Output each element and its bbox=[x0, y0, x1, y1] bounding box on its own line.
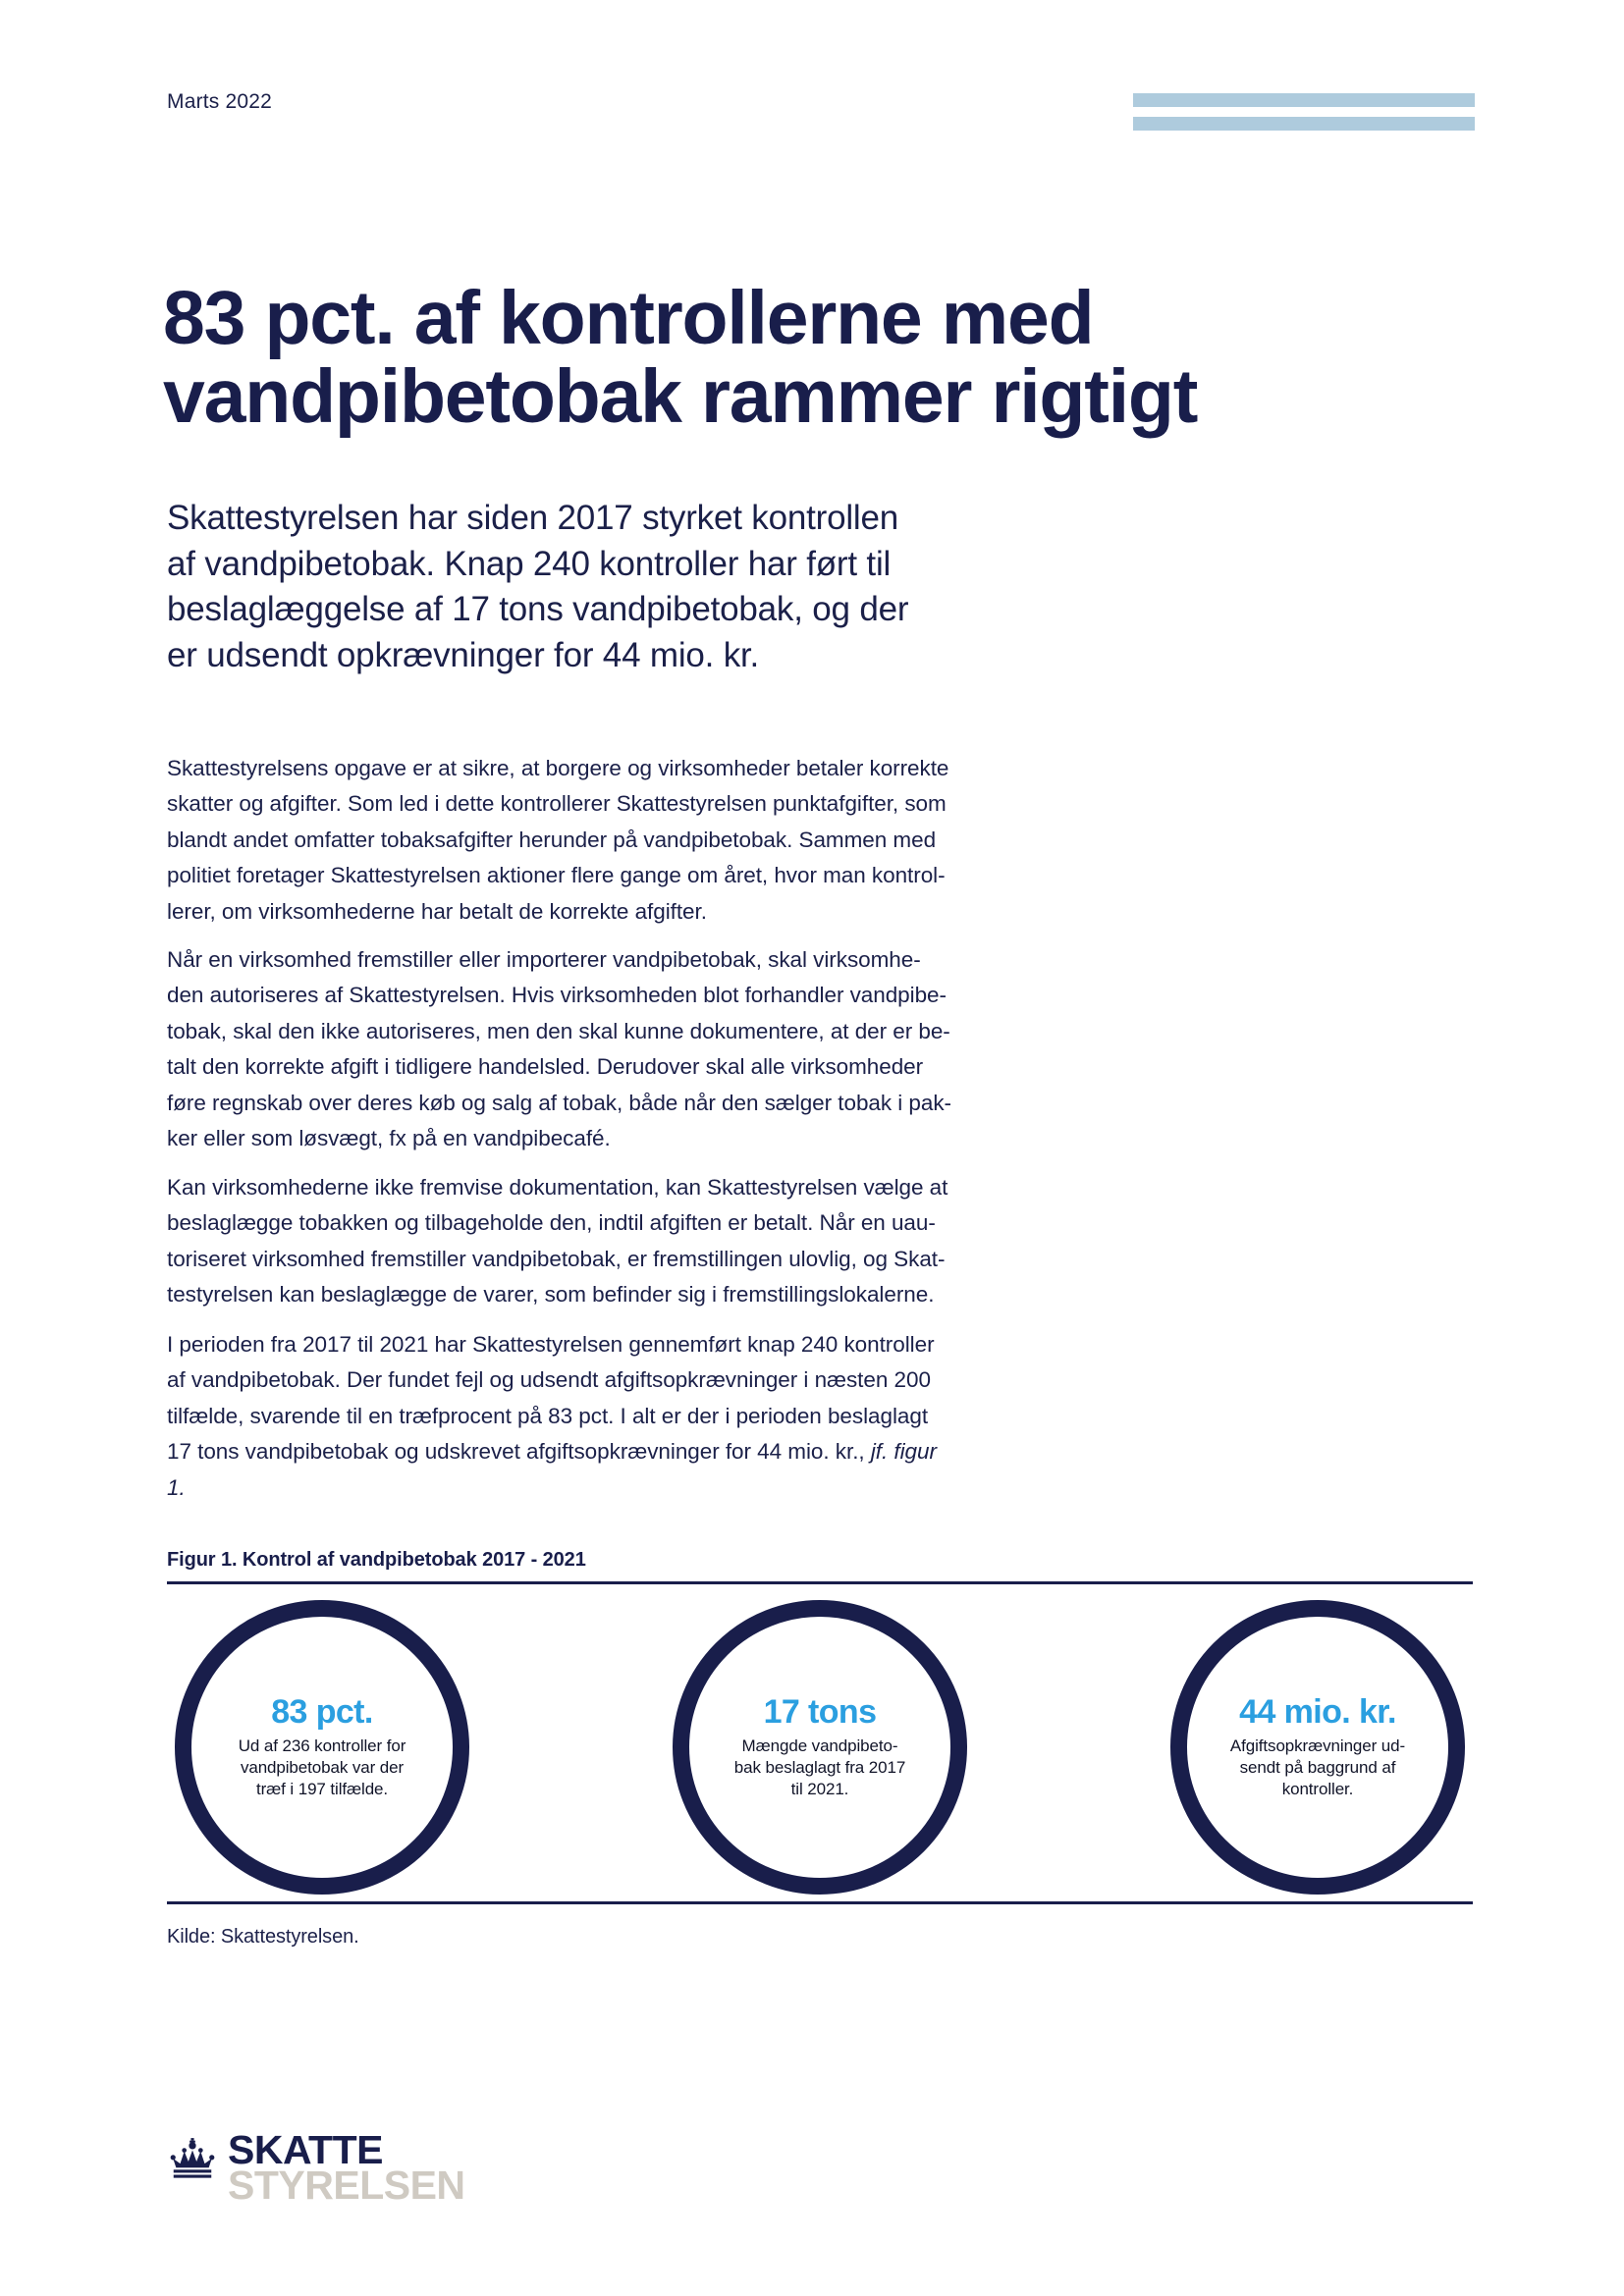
body-line: beslaglægge tobakken og tilbageholde den, indtil afgiften er betalt. Når en uau- bbox=[167, 1210, 936, 1236]
body-line: Når en virksomhed fremstiller eller importerer vandpibetobak, skal virksomhe- bbox=[167, 947, 921, 972]
body-paragraph-2 bbox=[167, 942, 1119, 1157]
body-line: af vandpibetobak. Der fundet fejl og udsendt afgiftsopkrævninger i næsten 200 bbox=[167, 1367, 931, 1393]
stat-desc-line: kontroller. bbox=[1281, 1780, 1354, 1799]
figure-reference-italic-cont: 1. bbox=[167, 1474, 186, 1500]
stat-description bbox=[239, 1735, 406, 1800]
figure-1 bbox=[167, 1549, 1473, 1949]
skattestyrelsen-logo bbox=[167, 2127, 465, 2209]
body-line: blandt andet omfatter tobaksafgifter herunder på vandpibetobak. Sammen med bbox=[167, 827, 937, 852]
body-line: toriseret virksomhed fremstiller vandpibetobak, er fremstillingen ulovlig, og Skat- bbox=[167, 1246, 946, 1271]
lead-line-4: er udsendt opkrævninger for 44 mio. kr. bbox=[167, 635, 760, 674]
body-line: talt den korrekte afgift i tidligere handelsled. Derudover skal alle virksomheder bbox=[167, 1054, 924, 1080]
lead-line-3: beslaglæggelse af 17 tons vandpibetobak, og der bbox=[167, 590, 909, 629]
figure-reference-italic: jf. figur bbox=[870, 1439, 937, 1465]
stat-desc-line: bak beslaglagt fra 2017 bbox=[733, 1757, 906, 1777]
body-line: føre regnskab over deres køb og salg af tobak, både når den sælger tobak i pak- bbox=[167, 1090, 951, 1115]
stat-desc-line: træf i 197 tilfælde. bbox=[255, 1780, 389, 1799]
body-line: tilfælde, svarende til en træfprocent på 83 pct. I alt er der i perioden beslaglagt bbox=[167, 1403, 929, 1428]
stat-value: 17 tons bbox=[763, 1692, 877, 1731]
stat-circle-3 bbox=[1170, 1600, 1465, 1895]
header-decorative-bars bbox=[1133, 93, 1475, 131]
stat-desc-line: Ud af 236 kontroller for bbox=[238, 1735, 406, 1755]
crown-icon bbox=[167, 2136, 218, 2187]
body-line: Kan virksomhederne ikke fremvise dokumentation, kan Skattestyrelsen vælge at bbox=[167, 1175, 948, 1200]
body-line: politiet foretager Skattestyrelsen aktioner flere gange om året, hvor man kontrol- bbox=[167, 863, 946, 888]
body-line: ker eller som løsvægt, fx på en vandpibecafé. bbox=[167, 1126, 611, 1151]
stat-circle-1 bbox=[175, 1600, 469, 1895]
body-line-with-figure-ref bbox=[167, 1434, 1119, 1469]
headline-line-2: vandpibetobak rammer rigtigt bbox=[163, 353, 1198, 439]
body-line: den autoriseres af Skattestyrelsen. Hvis virksomheden blot forhandler vandpibe- bbox=[167, 983, 947, 1008]
body-line: testyrelsen kan beslaglægge de varer, som befinder sig i fremstillingslokalerne. bbox=[167, 1282, 935, 1308]
page-title bbox=[163, 275, 1498, 439]
lead-line-1: Skattestyrelsen har siden 2017 styrket kontrollen bbox=[167, 499, 899, 537]
stat-desc-line: Afgiftsopkrævninger ud- bbox=[1229, 1735, 1406, 1755]
stat-value: 83 pct. bbox=[271, 1692, 373, 1731]
figure-circle-row bbox=[167, 1584, 1473, 1901]
lead-paragraph bbox=[167, 496, 1129, 678]
body-line: tobak, skal den ikke autoriseres, men den skal kunne dokumentere, at der er be- bbox=[167, 1018, 950, 1043]
stat-description bbox=[734, 1735, 905, 1800]
figure-source: Kilde: Skattestyrelsen. bbox=[167, 1926, 359, 1948]
body-line: skatter og afgifter. Som led i dette kontrollerer Skattestyrelsen punktafgifter, som bbox=[167, 791, 947, 817]
stat-description bbox=[1230, 1735, 1405, 1800]
figure-rule-bottom bbox=[167, 1901, 1473, 1904]
body-line: I perioden fra 2017 til 2021 har Skattestyrelsen gennemført knap 240 kontroller bbox=[167, 1332, 935, 1357]
stat-desc-line: vandpibetobak var der bbox=[240, 1757, 405, 1777]
stat-value: 44 mio. kr. bbox=[1239, 1692, 1396, 1731]
header-bar-bottom bbox=[1133, 117, 1475, 131]
logo-wordmark bbox=[228, 2127, 465, 2209]
document-date: Marts 2022 bbox=[167, 90, 273, 113]
logo-line-skatte: SKATTE bbox=[228, 2127, 383, 2172]
stat-desc-line: sendt på baggrund af bbox=[1239, 1757, 1396, 1777]
header-bar-top bbox=[1133, 93, 1475, 107]
stat-desc-line: til 2021. bbox=[790, 1780, 849, 1799]
stat-circle-2 bbox=[673, 1600, 967, 1895]
body-paragraph-1 bbox=[167, 751, 1119, 930]
lead-line-2: af vandpibetobak. Knap 240 kontroller har ført til bbox=[167, 544, 892, 583]
stat-desc-line: Mængde vandpibeto- bbox=[741, 1735, 898, 1755]
logo-line-styrelsen: STYRELSEN bbox=[228, 2163, 465, 2209]
body-line: lerer, om virksomhederne har betalt de korrekte afgifter. bbox=[167, 898, 707, 924]
headline-line-1: 83 pct. af kontrollerne med bbox=[163, 275, 1094, 360]
body-line: Skattestyrelsens opgave er at sikre, at borgere og virksomheder betaler korrekte bbox=[167, 756, 949, 780]
body-paragraph-4 bbox=[167, 1327, 1119, 1506]
figure-title: Figur 1. Kontrol af vandpibetobak 2017 - 2021 bbox=[167, 1549, 586, 1571]
body-line-text: 17 tons vandpibetobak og udskrevet afgiftsopkrævninger for 44 mio. kr., bbox=[167, 1439, 871, 1465]
body-paragraph-3 bbox=[167, 1170, 1119, 1313]
